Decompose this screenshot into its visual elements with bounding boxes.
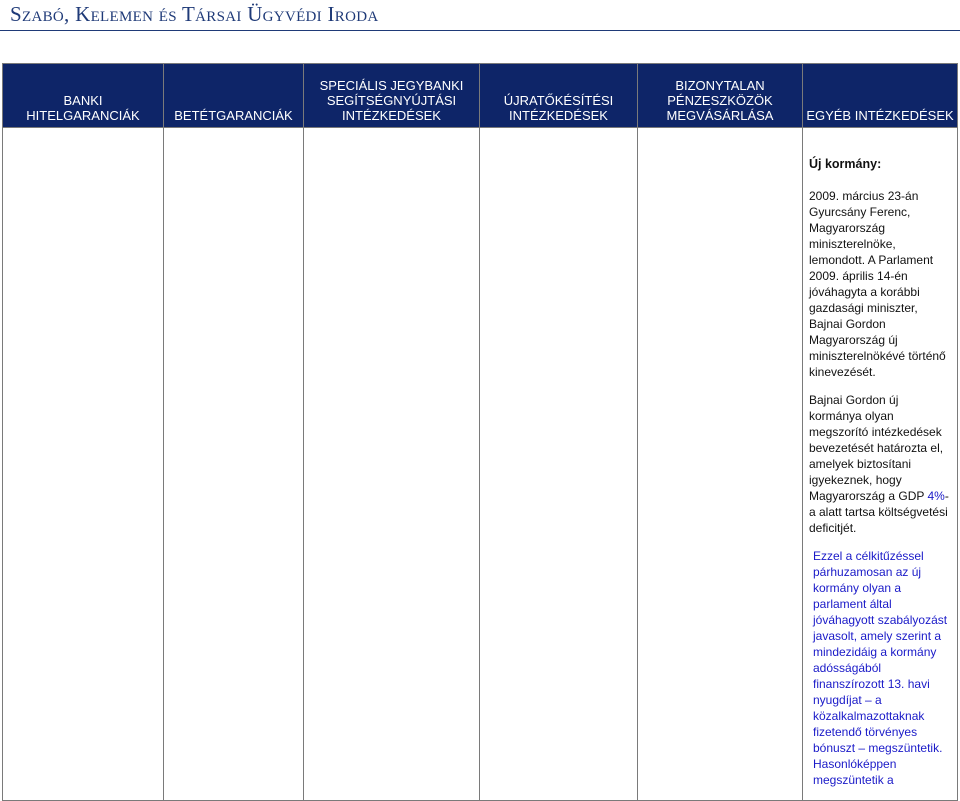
deficit-target-value: 4% xyxy=(927,489,945,503)
cell-recapitalisation xyxy=(480,128,638,801)
cell-other-measures xyxy=(803,128,958,801)
cell-bank-credit-guarantees xyxy=(3,128,164,801)
paragraph-austerity xyxy=(809,392,949,536)
cell-uncertain-assets xyxy=(638,128,803,801)
column-header-recapitalisation: ÚJRATŐKÉSÍTÉSI INTÉZKEDÉSEK xyxy=(480,64,638,128)
header-row xyxy=(3,64,958,128)
new-government-heading: Új kormány: xyxy=(809,157,882,171)
title-divider xyxy=(0,30,960,31)
column-header-deposit-guarantees: BETÉTGARANCIÁK xyxy=(164,64,304,128)
cell-deposit-guarantees xyxy=(164,128,304,801)
paragraph-austerity-text-2: -a alatt tartsa költségvetési deficitjét. xyxy=(809,489,949,535)
measures-table xyxy=(2,63,958,801)
paragraph-austerity-text-1: Bajnai Gordon új kormánya olyan megszorító intézkedések bevezetését határozta el, amelyek biztosítani igyekeznek, hogy Magyarország a GDP xyxy=(809,393,944,503)
column-header-bank-credit-guarantees: BANKI HITELGARANCIÁK xyxy=(3,64,164,128)
paragraph-resignation: 2009. március 23-án Gyurcsány Ferenc, Magyarország miniszterelnöke, lemondott. A Parlament 2009. április 14-én jóváhagyta a korábbi gazdasági miniszter, Bajnai Gordon Magyarország új miniszterelnökévé történő kinevezését. xyxy=(809,189,946,379)
column-header-uncertain-assets: BIZONYTALAN PÉNZESZKÖZÖK MEGVÁSÁRLÁSA xyxy=(638,64,803,128)
paragraph-pension-reform: Ezzel a célkitűzéssel párhuzamosan az új kormány olyan a parlament által jóváhagyott szabályozást javasolt, amely szerint a mindezidáig a kormány adósságából finanszírozott 13. havi nyugdíjat – a közalkalmazottaknak fizetendő törvényes bónuszt – megszüntetik. Hasonlóképpen megszüntetik a xyxy=(813,549,948,787)
column-header-other-measures: EGYÉB INTÉZKEDÉSEK xyxy=(803,64,958,128)
firm-name: Szabó, Kelemen és Társai Ügyvédi Iroda xyxy=(10,2,379,26)
column-header-central-bank-assistance: SPECIÁLIS JEGYBANKI SEGÍTSÉGNYÚJTÁSI INTÉZKEDÉSEK xyxy=(304,64,480,128)
table-row xyxy=(3,128,958,801)
cell-central-bank-assistance xyxy=(304,128,480,801)
